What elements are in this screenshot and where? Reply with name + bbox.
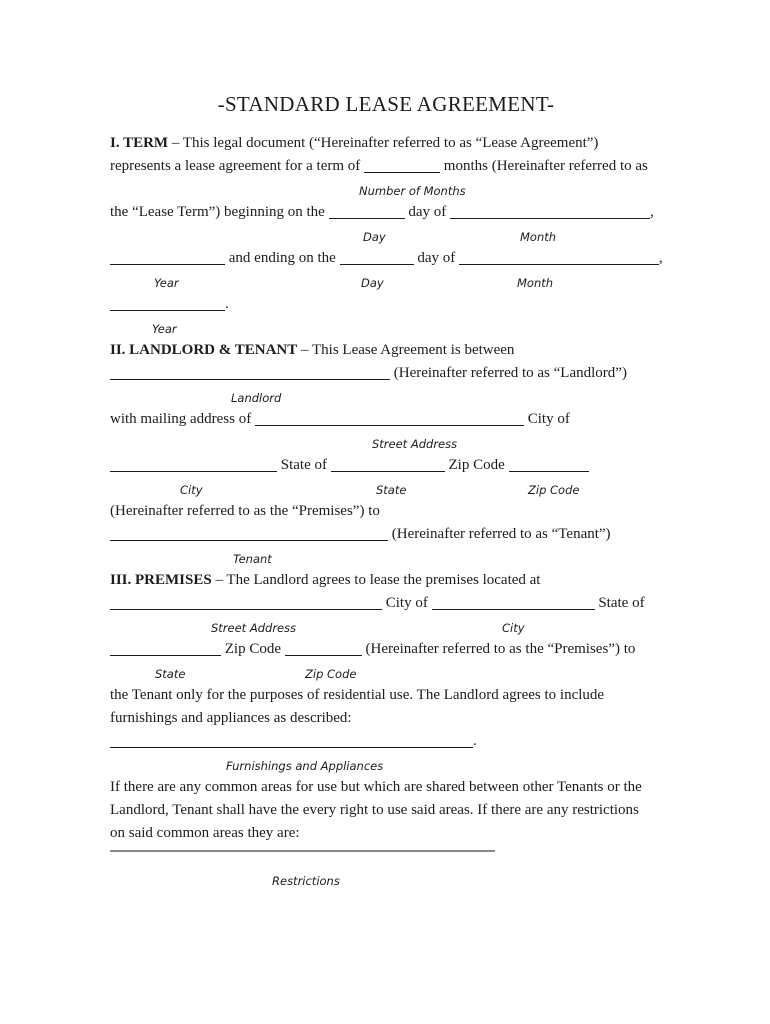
blank-begin-day[interactable]	[329, 203, 405, 219]
field-label-row	[110, 270, 662, 293]
field-label-month: Month	[520, 230, 557, 244]
text-line	[110, 500, 662, 523]
body-text: .	[225, 296, 229, 312]
field-label-row	[110, 661, 662, 684]
blank-premises-zip-code[interactable]	[285, 640, 362, 656]
section-heading: III. PREMISES	[110, 572, 212, 588]
body-text: City of	[382, 595, 432, 611]
document-content	[110, 0, 662, 891]
blank-end-year[interactable]	[110, 295, 225, 311]
field-label-row	[110, 477, 662, 500]
field-label-row	[110, 316, 662, 339]
section-heading: II. LANDLORD & TENANT	[110, 342, 298, 358]
body-text: the Tenant only for the purposes of residential use. The Landlord agrees to include	[110, 687, 605, 703]
text-line	[110, 362, 662, 385]
body-text: day of	[413, 250, 459, 266]
text-line	[110, 684, 662, 707]
text-line	[110, 638, 662, 661]
blank-mailing-state[interactable]	[331, 456, 445, 472]
field-label-row	[110, 868, 662, 891]
text-line	[110, 339, 662, 362]
field-label-year: Year	[154, 276, 179, 290]
blank-mailing-city[interactable]	[110, 456, 277, 472]
body-text: the “Lease Term”) beginning on the	[110, 204, 329, 220]
field-label-row	[110, 615, 662, 638]
text-line	[110, 730, 662, 753]
field-label-tenant: Tenant	[233, 552, 272, 566]
body-text: State of	[277, 457, 331, 473]
blank-end-month[interactable]	[459, 249, 659, 265]
blank-end-day[interactable]	[340, 249, 414, 265]
text-line	[110, 523, 662, 546]
body-text: months (Hereinafter referred to as	[440, 158, 648, 174]
blank-tenant-name[interactable]	[110, 525, 388, 541]
field-label-street-address: Street Address	[211, 621, 297, 635]
document-body	[110, 132, 662, 891]
blank-mailing-zip-code[interactable]	[509, 456, 589, 472]
body-text: (Hereinafter referred to as “Tenant”)	[388, 526, 611, 542]
blank-landlord-name[interactable]	[110, 364, 390, 380]
field-label-city: City	[502, 621, 525, 635]
text-line	[110, 201, 662, 224]
field-label-row	[110, 178, 662, 201]
field-label-day: Day	[361, 276, 384, 290]
text-line	[110, 454, 662, 477]
body-text: – The Landlord agrees to lease the premises located at	[211, 572, 541, 588]
body-text: City of	[523, 411, 570, 427]
blank-mailing-street-address[interactable]	[255, 410, 524, 426]
text-line	[110, 592, 662, 615]
field-label-state: State	[376, 483, 407, 497]
field-label-furnishings-and-appliances: Furnishings and Appliances	[226, 759, 384, 773]
blank-restrictions[interactable]	[110, 850, 495, 852]
body-text: on said common areas they are:	[110, 825, 300, 841]
rule-row	[110, 845, 662, 868]
text-line	[110, 822, 662, 845]
field-label-row	[110, 224, 662, 247]
text-line	[110, 155, 662, 178]
body-text: ,	[650, 204, 654, 220]
body-text: – This Lease Agreement is between	[297, 342, 515, 358]
section-heading: I. TERM	[110, 135, 169, 151]
blank-premises-street-address[interactable]	[110, 594, 382, 610]
blank-begin-year[interactable]	[110, 249, 225, 265]
body-text: Zip Code	[444, 457, 509, 473]
field-label-month: Month	[517, 276, 554, 290]
body-text: (Hereinafter referred to as the “Premises”) to	[361, 641, 636, 657]
body-text: represents a lease agreement for a term of	[110, 158, 365, 174]
body-text: (Hereinafter referred to as the “Premises”) to	[110, 503, 380, 519]
body-text: with mailing address of	[110, 411, 255, 427]
field-label-number-of-months: Number of Months	[359, 184, 466, 198]
body-text: Zip Code	[221, 641, 285, 657]
field-label-street-address: Street Address	[372, 437, 458, 451]
field-label-row	[110, 385, 662, 408]
field-label-row	[110, 431, 662, 454]
blank-number-of-months[interactable]	[364, 157, 440, 173]
field-label-year: Year	[152, 322, 177, 336]
field-label-row	[110, 753, 662, 776]
body-text: State of	[594, 595, 645, 611]
text-line	[110, 408, 662, 431]
body-text: – This legal document (“Hereinafter referred to as “Lease Agreement”)	[168, 135, 599, 151]
text-line	[110, 776, 662, 799]
field-label-restrictions: Restrictions	[272, 874, 340, 888]
field-label-landlord: Landlord	[231, 391, 282, 405]
field-label-day: Day	[363, 230, 386, 244]
body-text: furnishings and appliances as described:	[110, 710, 352, 726]
field-label-row	[110, 546, 662, 569]
field-label-city: City	[180, 483, 203, 497]
body-text: .	[473, 733, 477, 749]
text-line	[110, 293, 662, 316]
body-text: (Hereinafter referred to as “Landlord”)	[390, 365, 627, 381]
blank-premises-city[interactable]	[432, 594, 595, 610]
blank-begin-month[interactable]	[450, 203, 650, 219]
body-text: and ending on the	[225, 250, 340, 266]
document-title: -STANDARD LEASE AGREEMENT-	[217, 92, 555, 116]
blank-furnishings-and-appliances[interactable]	[110, 732, 473, 748]
field-label-zip-code: Zip Code	[305, 667, 357, 681]
text-line	[110, 799, 662, 822]
text-line	[110, 569, 662, 592]
text-line	[110, 707, 662, 730]
blank-premises-state[interactable]	[110, 640, 221, 656]
body-text: day of	[404, 204, 450, 220]
text-line	[110, 247, 662, 270]
field-label-zip-code: Zip Code	[528, 483, 580, 497]
body-text: If there are any common areas for use but which are shared between other Tenants or the	[110, 779, 642, 795]
body-text: Landlord, Tenant shall have the every right to use said areas. If there are any restrictions	[110, 802, 639, 818]
text-line	[110, 132, 662, 155]
body-text: ,	[658, 250, 663, 266]
field-label-state: State	[155, 667, 186, 681]
